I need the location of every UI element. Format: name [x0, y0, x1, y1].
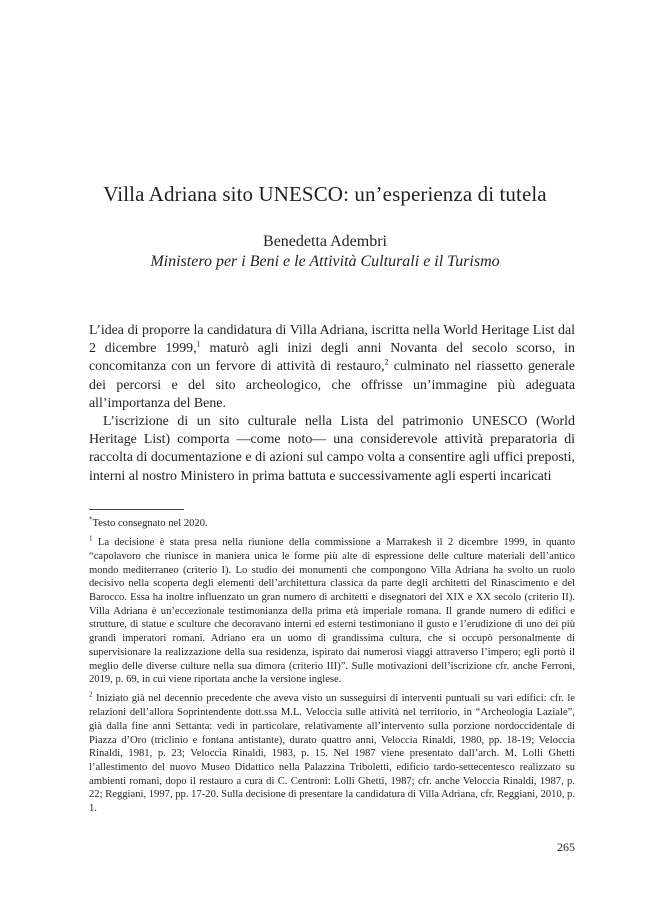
footnote-1-text: La decisione è stata presa nella riunione della commissione a Marrakesh il 2 dicembre 1999, in quanto “capolavoro che riunisce in maniera unica le forme più alte di espressione delle culture materiali dell’antico mondo mediterraneo (criterio I). Lo studio dei monumenti che compongono Villa Adriana ha svolto un ruolo decisivo nella scoperta degli elementi dell’architettura classica da parte degli architetti del Rinascimento e del Barocco. Essa ha inoltre influenzato un gran numero di architetti e disegnatori del XIX e XX secolo (criterio II). Villa Adriana è un’eccezionale testimonianza della prima età imperiale romana. Il grande numero di edifici e strutture, di statue e sculture che decoravano interni ed esterni testimoniano il gusto e l’erudizione di uno dei più grandi imperatori romani. Adriano era un uomo di grandissima cultura, che si occupò personalmente di supervisionare la realizzazione della sua residenza, ispirato dai numerosi viaggi attraverso l’impero; egli portò il meglio delle diverse culture nella sua dimora (criterio III)”. Sulle motivazioni dell’iscrizione cfr. anche Ferroni, 2019, p. 69, in cui viene riportata anche la versione inglese.	[89, 537, 575, 686]
body-text	[89, 322, 575, 486]
footnote-1-mark: 1	[89, 534, 93, 543]
footnote-star-text: Testo consegnato nel 2020.	[92, 518, 208, 529]
paragraph-1-part-a: L’idea di proporre la candidatura di Villa Adriana, iscritta nella World Heritage List dal 2 dicembre 1999,	[89, 323, 575, 357]
footnote-2-mark: 2	[89, 690, 93, 699]
author-name: Benedetta Adembri	[263, 233, 387, 250]
article-title: Villa Adriana sito UNESCO: un’esperienza di tutela	[103, 182, 547, 206]
footnote-star-mark: *	[89, 515, 93, 524]
footnote-ref-2[interactable]: 2	[384, 357, 389, 367]
paragraph-1	[89, 322, 575, 413]
footnote-2	[89, 692, 575, 815]
footnotes	[89, 517, 575, 821]
footnote-2-text: Iniziato già nel decennio precedente che aveva visto un susseguirsi di interventi puntuali su vari edifici: cfr. le relazioni dell’allora Soprintendente dott.ssa M.L. Veloccia sulle attività nel territorio, in “Archeologia Laziale”, già dalla fine anni Settanta: vedi in particolare, relativamente all’intervento sulla porzione nordoccidentale di Piazza d’Oro (triclinio e fontana antistante), durato quattro anni, Veloccia Rinaldi, 1980, pp. 18-19; Veloccia Rinaldi, 1981, p. 23; Veloccia Rinaldi, 1983, p. 15. Nel 1987 viene presentato dall’arch. M. Lolli Ghetti l’allestimento del nuovo Museo Didattico nella Palazzina Triboletti, edificio tardo-settecentesco realizzato su ambienti romani, dopo il restauro a cura di C. Centroni: Lolli Ghetti, 1987; cfr. anche Veloccia Rinaldi, 1987, p. 22; Reggiani, 1997, pp. 17-20. Sulla decisione di presentare la candidatura di Villa Adriana, cfr. Reggiani, 2010, p. 1.	[89, 693, 575, 815]
paragraph-1-part-b: maturò agli inizi degli anni Novanta del secolo scorso, in concomitanza con un fervore di attività di restauro,	[89, 341, 575, 375]
footnote-ref-1[interactable]: 1	[196, 339, 201, 349]
footnote-1	[89, 536, 575, 687]
paragraph-2: L’iscrizione di un sito culturale nella Lista del patrimonio UNESCO (World Heritage List) comporta —come noto— una considerevole attività preparatoria di raccolta di documentazione e di azioni sul campo volta a consentire agli uffici preposti, interni al nostro Ministero in prima battuta e successivamente agli esperti incaricati	[89, 414, 575, 484]
page-number: 265	[557, 840, 575, 854]
footnote-separator	[89, 509, 184, 510]
author-affiliation: Ministero per i Beni e le Attività Culturali e il Turismo	[150, 253, 500, 270]
footnote-star	[89, 517, 575, 531]
paragraph-1-part-c: culminato nel riassetto generale dei percorsi e del sito archeologico, che offrisse un’immagine più adeguata all’importanza del Bene.	[89, 359, 575, 411]
